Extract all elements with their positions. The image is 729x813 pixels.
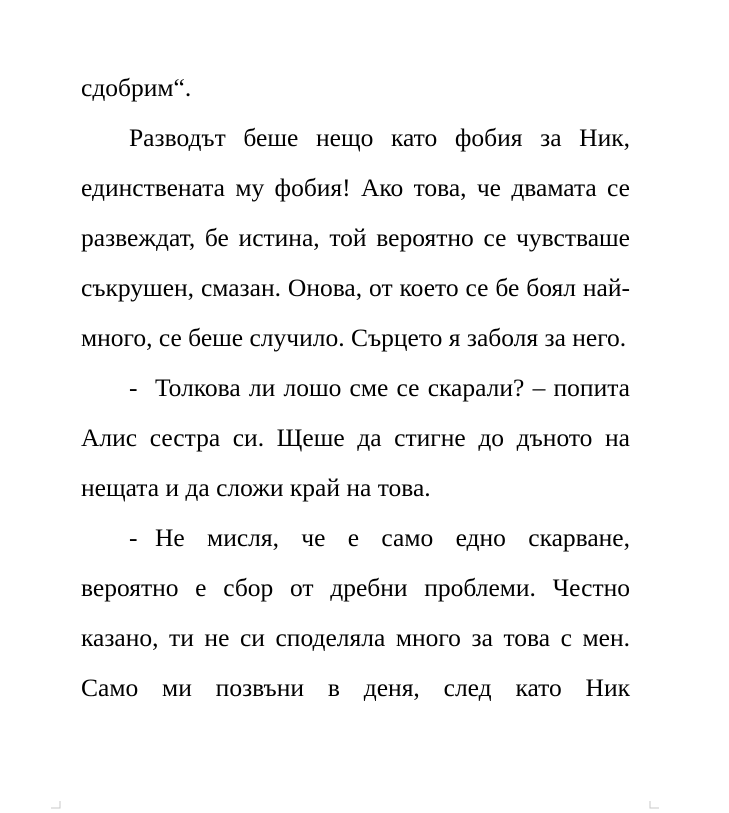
crop-mark-icon	[646, 800, 660, 812]
dialogue-dash: -	[129, 523, 138, 552]
dialogue-paragraph-alice	[81, 363, 630, 513]
paragraph-continuation	[81, 63, 630, 113]
dialogue-paragraph-sister	[81, 513, 630, 713]
paragraph-text: Толкова ли лошо сме се скарали? – попита Алис сестра си. Щеше да стигне до дъното на нещата и да сложи край на това.	[81, 373, 630, 502]
paragraph-divorce-fear	[81, 113, 630, 363]
dialogue-dash: -	[129, 373, 138, 402]
paragraph-text: сдобрим“.	[81, 73, 192, 102]
paragraph-text: Не мисля, че е само едно скарване, вероятно е сбор от дребни проблеми. Честно казано, ти не си споделяла много за това с мен. Само ми позвъни в деня, след като Ник	[81, 523, 630, 702]
crop-mark-icon	[50, 800, 64, 812]
paragraph-text: Разводът беше нещо като фобия за Ник, единствената му фобия! Ако това, че двамата се развеждат, бе истина, той вероятно се чувстваше съкрушен, смазан. Онова, от което се бе боял най-много, се беше случило. Сърцето я заболя за него.	[81, 123, 630, 352]
document-body	[81, 63, 630, 713]
